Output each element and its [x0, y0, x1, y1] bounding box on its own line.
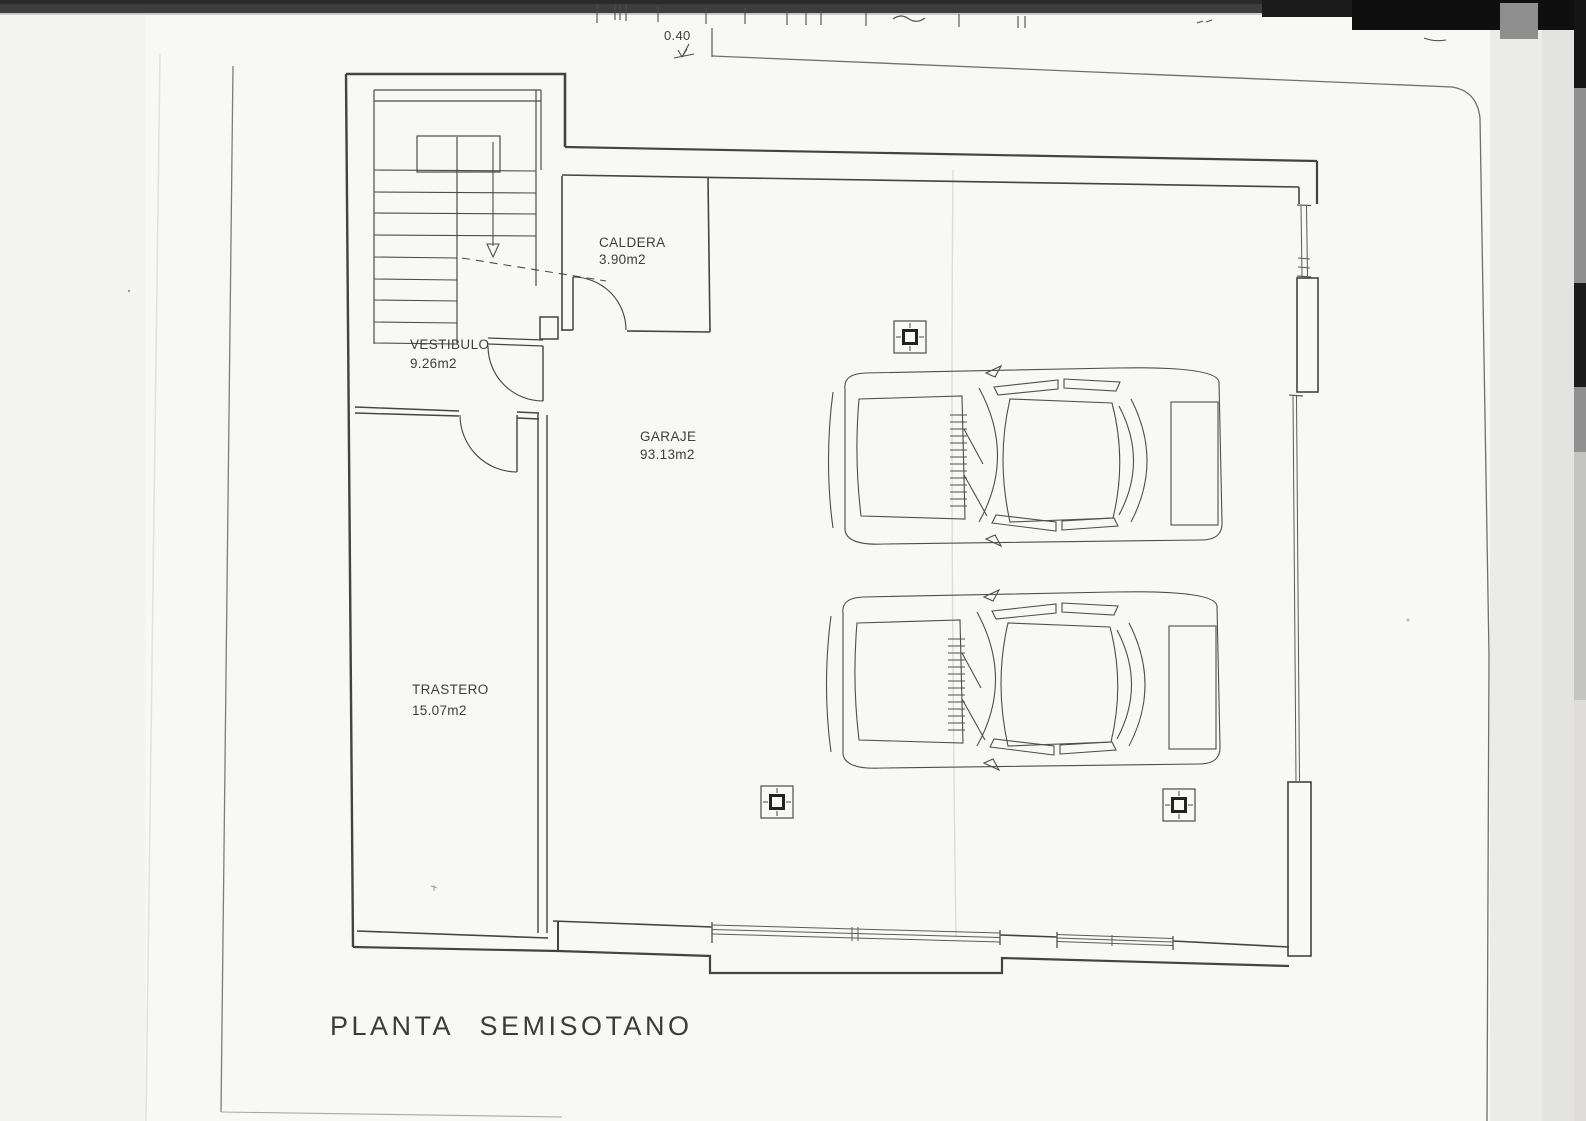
trastero-area: 15.07m2 [412, 703, 467, 718]
caldera-label: CALDERA [599, 235, 666, 250]
vestibulo-area: 9.26m2 [410, 356, 457, 371]
paper-left-edge-shade [0, 14, 146, 1121]
garaje-label: GARAJE [640, 429, 697, 444]
dimension-label: 0.40 [664, 28, 691, 43]
caldera-area: 3.90m2 [599, 252, 646, 267]
trastero-label: TRASTERO [412, 682, 489, 697]
vestibulo-label: VESTIBULO [410, 337, 490, 352]
garaje-area: 93.13m2 [640, 447, 695, 462]
sheet-title: PLANTA SEMISOTANO [330, 1011, 693, 1041]
